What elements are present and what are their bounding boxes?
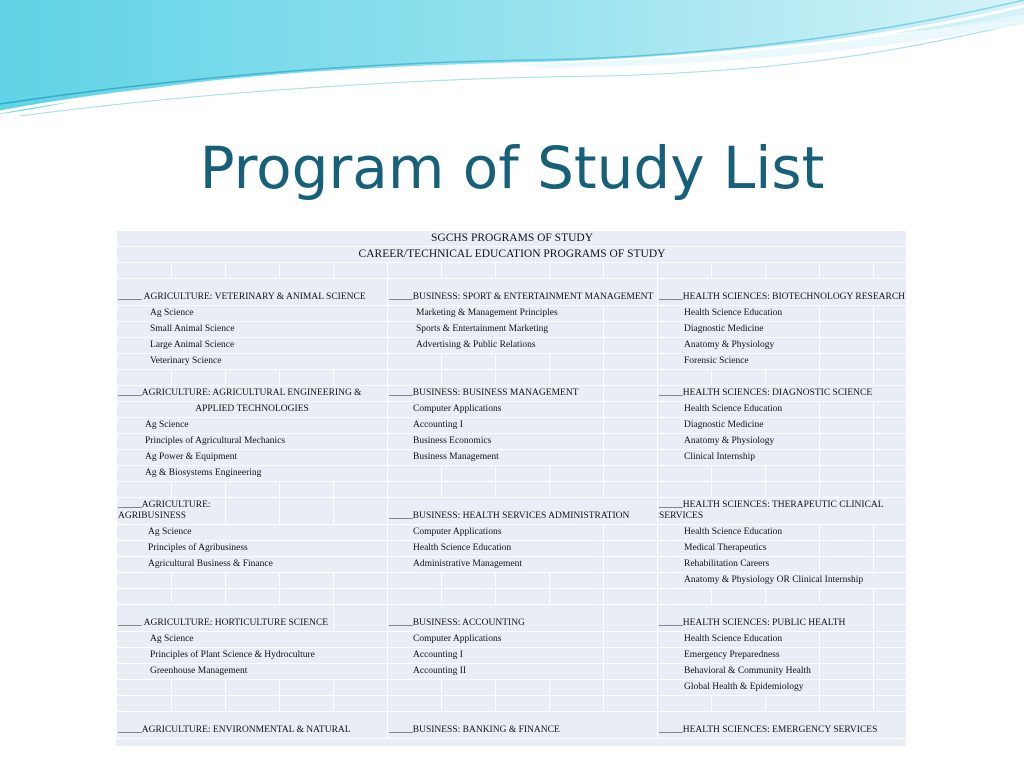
course-item: Advertising & Public Relations (388, 338, 604, 354)
course-row (117, 354, 907, 370)
course-item: Emergency Preparedness (658, 648, 820, 664)
program-heading: _____BUSINESS: ACCOUNTING (388, 605, 604, 632)
course-row (117, 322, 907, 338)
course-row (117, 402, 907, 418)
blank-row (117, 482, 907, 498)
course-item: Business Management (388, 450, 604, 466)
program-heading: _____AGRICULTURE: ENVIRONMENTAL & NATURAL (117, 712, 388, 739)
course-item: Principles of Agricultural Mechanics (117, 434, 388, 450)
course-item: Veterinary Science (117, 354, 388, 370)
table-header-cte: CAREER/TECHNICAL EDUCATION PROGRAMS OF STUDY (117, 247, 907, 263)
course-item: Health Science Education (658, 525, 820, 541)
course-item: Forensic Science (658, 354, 820, 370)
course-row (117, 664, 907, 680)
course-item: Computer Applications (388, 632, 604, 648)
program-heading: _____AGRICULTURE: AGRIBUSINESS (117, 498, 226, 525)
blank-row (117, 370, 907, 386)
program-heading: _____HEALTH SCIENCES: THERAPEUTIC CLINICAL SERVICES (658, 498, 907, 525)
header-wave-decoration (0, 0, 1024, 130)
course-row (117, 557, 907, 573)
course-item: Global Health & Epidemiology (658, 680, 820, 696)
course-item: Ag Science (117, 632, 388, 648)
course-item: Ag Science (117, 418, 388, 434)
course-item: Medical Therapeutics (658, 541, 820, 557)
course-item: Sports & Entertainment Marketing (388, 322, 604, 338)
course-item: Health Science Education (658, 402, 820, 418)
course-item: Principles of Agribusiness (117, 541, 388, 557)
course-item: Diagnostic Medicine (658, 322, 820, 338)
slide-title: Program of Study List (199, 134, 825, 202)
program-heading: _____ AGRICULTURE: HORTICULTURE SCIENCE (117, 605, 334, 632)
course-item: Computer Applications (388, 525, 604, 541)
course-item: Computer Applications (388, 402, 604, 418)
course-item: Anatomy & Physiology (658, 338, 820, 354)
program-heading: _____HEALTH SCIENCES: BIOTECHNOLOGY RESEARCH (658, 279, 907, 306)
course-item: Ag Power & Equipment (117, 450, 388, 466)
course-item: Rehabilitation Careers (658, 557, 820, 573)
course-item: Ag & Biosystems Engineering (117, 466, 388, 482)
course-row (117, 525, 907, 541)
course-item: Accounting I (388, 418, 604, 434)
program-heading-row (117, 279, 907, 306)
program-heading-continued: APPLIED TECHNOLOGIES (117, 402, 388, 418)
program-heading: _____HEALTH SCIENCES: EMERGENCY SERVICES (658, 712, 907, 739)
blank-row (117, 263, 907, 279)
course-item: Greenhouse Management (117, 664, 388, 680)
course-item: Agricultural Business & Finance (117, 557, 388, 573)
program-heading: _____HEALTH SCIENCES: PUBLIC HEALTH (658, 605, 874, 632)
program-heading-row (117, 498, 907, 525)
course-row (117, 680, 907, 696)
course-item: Small Animal Science (117, 322, 388, 338)
course-row (117, 632, 907, 648)
program-heading: _____HEALTH SCIENCES: DIAGNOSTIC SCIENCE (658, 386, 907, 402)
course-row (117, 306, 907, 322)
program-heading: _____BUSINESS: BUSINESS MANAGEMENT (388, 386, 604, 402)
program-heading: _____BUSINESS: BANKING & FINANCE (388, 712, 658, 739)
blank-row (117, 696, 907, 712)
program-heading: _____BUSINESS: HEALTH SERVICES ADMINISTRATION (388, 498, 658, 525)
course-item: Principles of Plant Science & Hydroculture (117, 648, 388, 664)
course-item: Health Science Education (658, 306, 820, 322)
course-item: Clinical Internship (658, 450, 820, 466)
program-heading-row (117, 605, 907, 632)
course-item: Anatomy & Physiology (658, 434, 820, 450)
course-item: Marketing & Management Principles (388, 306, 604, 322)
course-row (117, 648, 907, 664)
course-item: Anatomy & Physiology OR Clinical Internship (658, 573, 907, 589)
course-row (117, 573, 907, 589)
course-row (117, 338, 907, 354)
course-row (117, 450, 907, 466)
program-heading: _____AGRICULTURE: AGRICULTURAL ENGINEERING & (117, 386, 388, 402)
program-table (116, 230, 906, 746)
course-row (117, 541, 907, 557)
course-item: Behavioral & Community Health (658, 664, 820, 680)
course-item: Administrative Management (388, 557, 604, 573)
table-header-school: SGCHS PROGRAMS OF STUDY (117, 231, 907, 247)
program-heading-row (117, 712, 907, 739)
course-item: Large Animal Science (117, 338, 388, 354)
program-heading: _____ AGRICULTURE: VETERINARY & ANIMAL SCIENCE (117, 279, 388, 306)
course-item: Accounting II (388, 664, 604, 680)
program-of-study-grid (116, 230, 906, 739)
course-item: Business Economics (388, 434, 604, 450)
course-item: Health Science Education (388, 541, 604, 557)
course-row (117, 418, 907, 434)
course-item: Accounting I (388, 648, 604, 664)
course-item: Ag Science (117, 525, 388, 541)
program-heading: _____BUSINESS: SPORT & ENTERTAINMENT MANAGEMENT (388, 279, 658, 306)
course-item: Diagnostic Medicine (658, 418, 820, 434)
blank-row (117, 589, 907, 605)
course-row (117, 434, 907, 450)
course-item: Health Science Education (658, 632, 820, 648)
course-row (117, 466, 907, 482)
course-item: Ag Science (117, 306, 388, 322)
program-heading-row (117, 386, 907, 402)
